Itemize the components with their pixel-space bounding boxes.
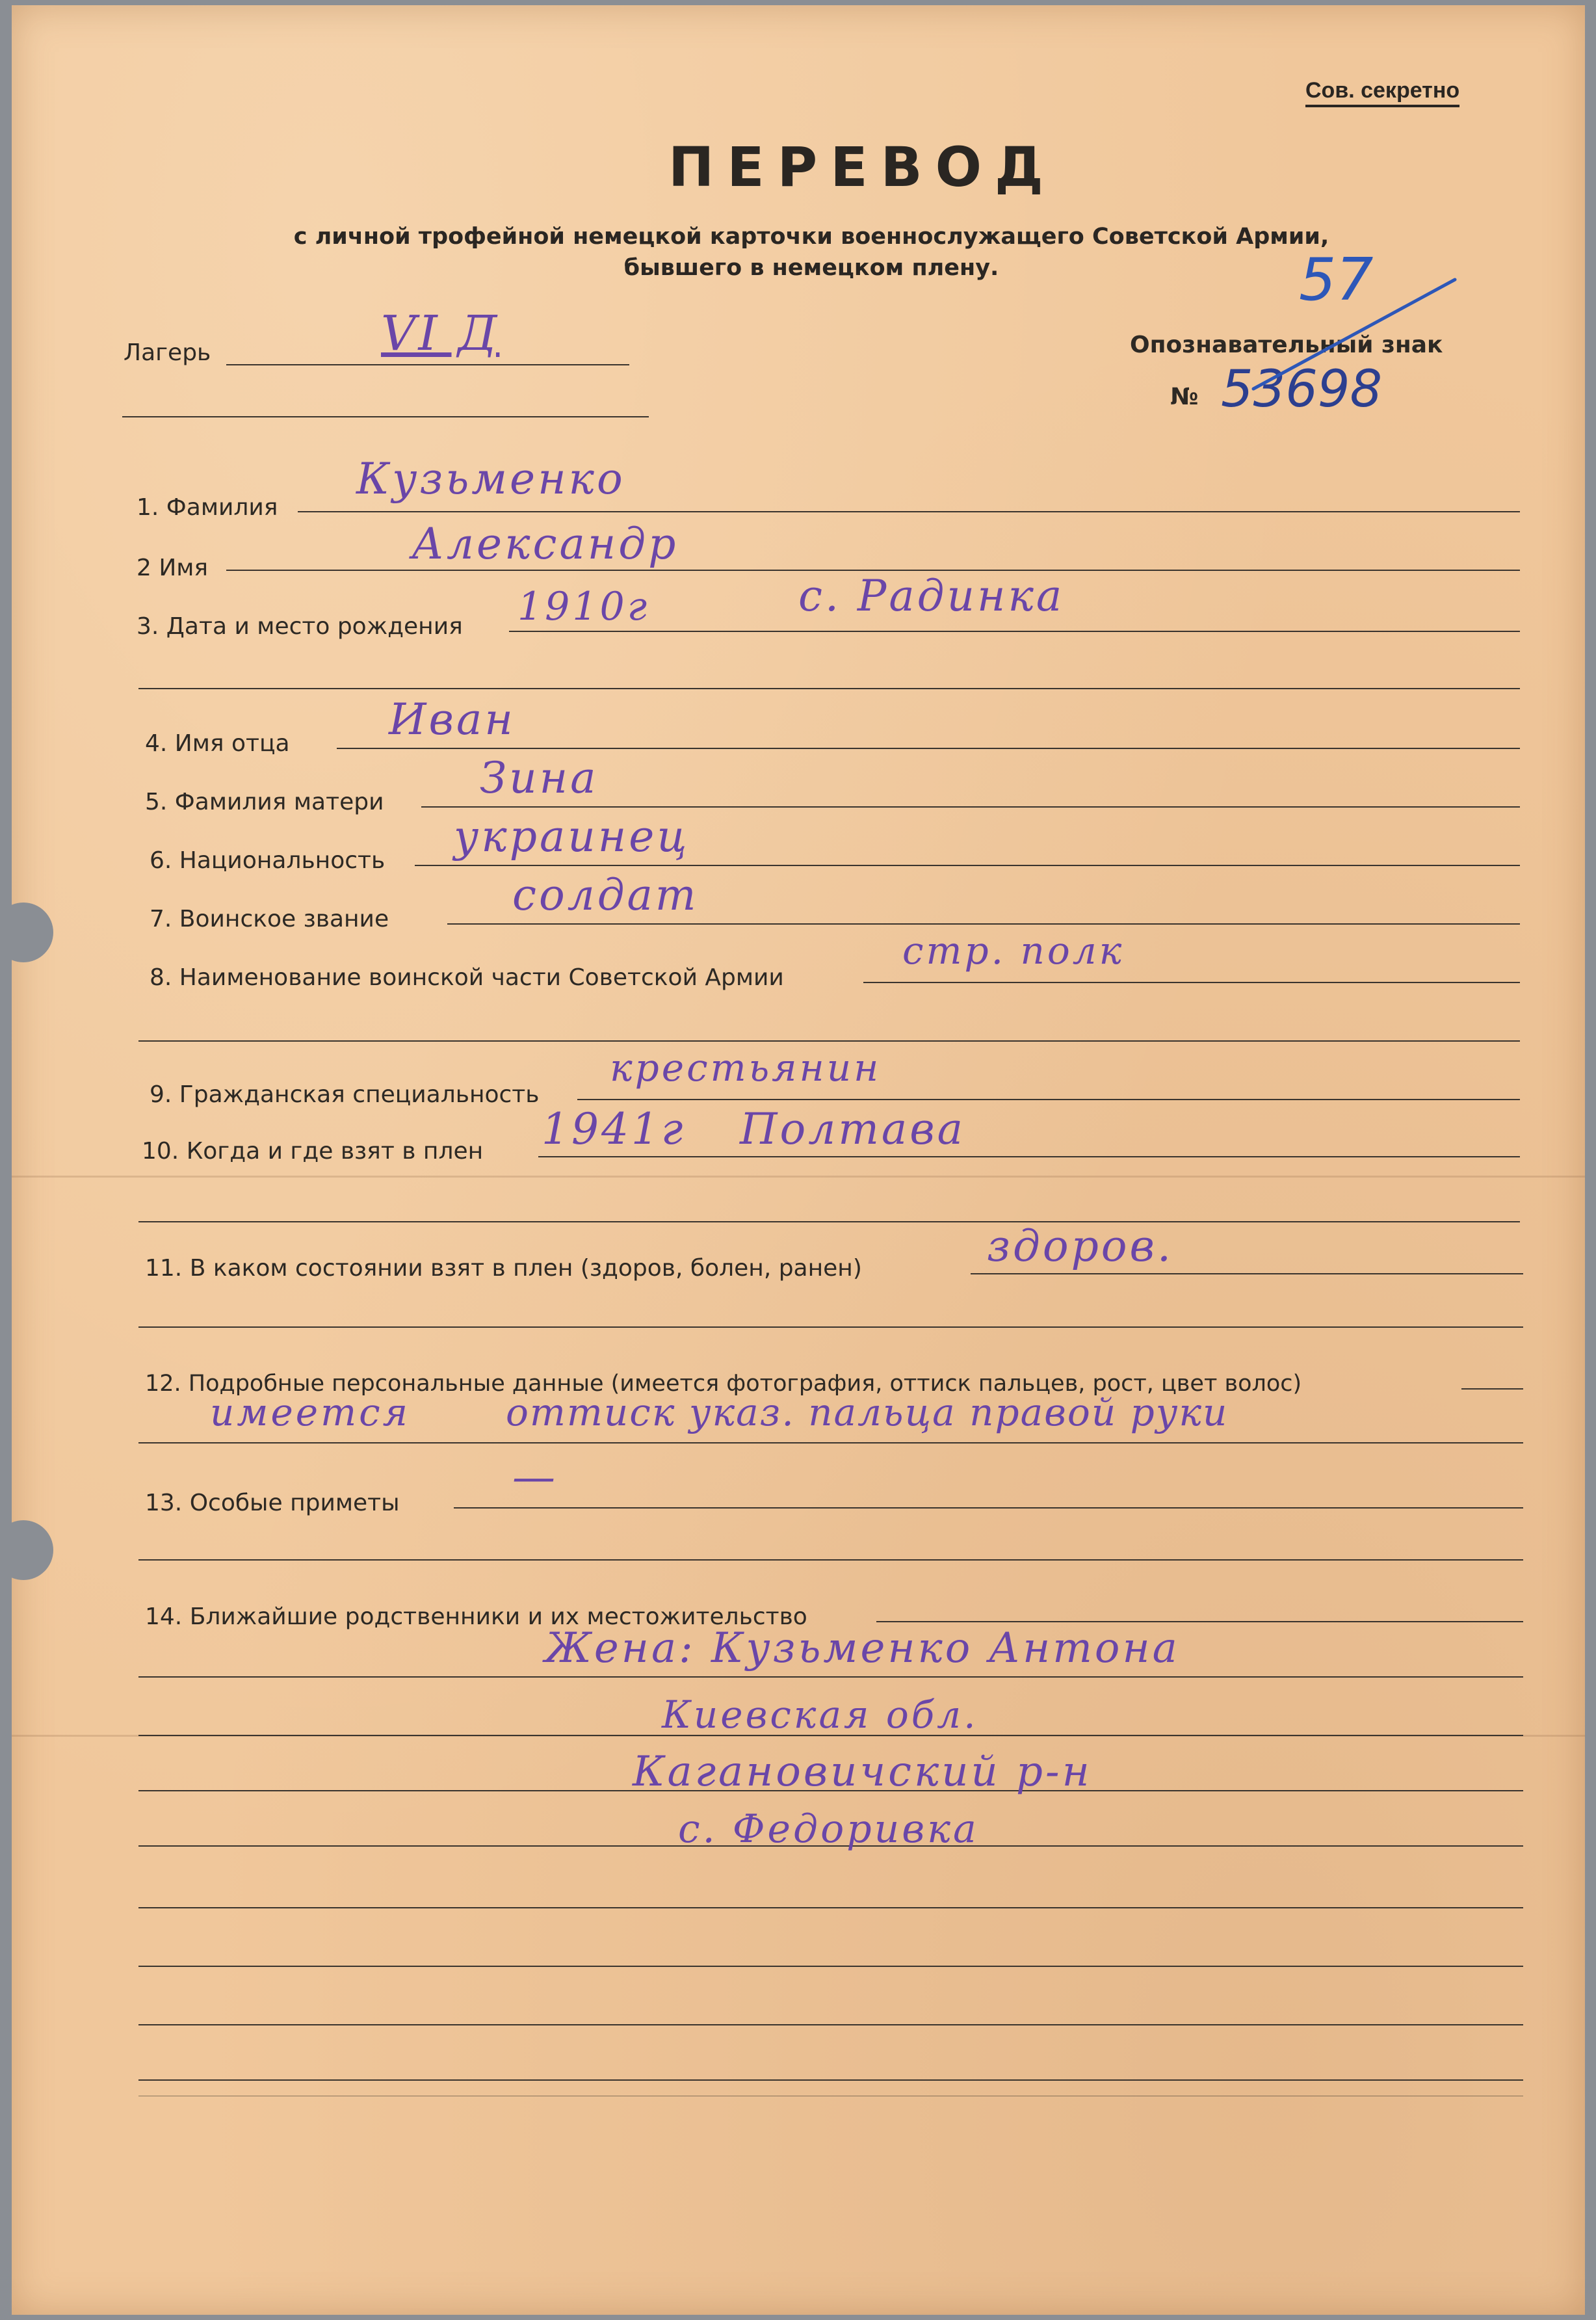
document-title: ПЕРЕВОД (668, 135, 1056, 199)
id-tag-label: Опознавательный знак (1130, 332, 1443, 358)
field-12-rule-2 (138, 1442, 1523, 1443)
subtitle-line-2: бывшего в немецком плену. (623, 255, 999, 281)
field-12-rule (1461, 1388, 1523, 1390)
camp-label: Лагерь (124, 339, 211, 366)
field-14-rule (876, 1621, 1523, 1622)
relative-line-1: Жена: Кузьменко Антона (545, 1624, 1180, 1672)
secrecy-stamp: Сов. секретно (1305, 78, 1459, 107)
punch-hole (0, 1520, 53, 1580)
field-1-label: 1. Фамилия (137, 494, 278, 521)
field-6-value: украинец (454, 811, 690, 862)
field-14-rule-line (138, 1907, 1523, 1908)
document-sheet (12, 5, 1585, 2315)
field-4-value: Иван (389, 694, 516, 745)
field-9-label: 9. Гражданская специальность (150, 1081, 540, 1108)
field-1-rule (298, 511, 1520, 512)
field-10-place: Полтава (740, 1104, 966, 1154)
field-14-label: 14. Ближайшие родственники и их местожительство (145, 1603, 807, 1630)
field-12-label: 12. Подробные персональные данные (имеется фотография, оттиск пальцев, рост, цвет волос) (145, 1371, 1302, 1397)
camp-value: VI Д (381, 306, 500, 362)
field-2-value: Александр (412, 519, 679, 569)
field-12-value-b: оттиск указ. пальца правой руки (506, 1390, 1229, 1434)
field-5-label: 5. Фамилия матери (145, 789, 384, 815)
field-14-rule-line (138, 2024, 1523, 2025)
camp-rule (226, 364, 629, 365)
field-10-rule-2 (138, 1221, 1520, 1222)
field-11-value: здоров. (987, 1221, 1173, 1271)
field-3-place: с. Радинка (798, 571, 1065, 621)
fold-line (12, 1176, 1585, 1178)
field-11-rule-2 (138, 1326, 1523, 1328)
field-10-year: 1941г (542, 1104, 686, 1154)
field-9-value: крестьянин (610, 1046, 882, 1090)
field-3-date: 1910г (517, 584, 650, 629)
field-13-value: — (512, 1452, 558, 1502)
field-7-label: 7. Воинское звание (150, 906, 389, 932)
id-number-label: № (1170, 384, 1199, 410)
field-11-label: 11. В каком состоянии взят в плен (здоров, болен, ранен) (145, 1255, 862, 1282)
field-5-value: Зина (480, 753, 599, 803)
camp-rule-2 (122, 416, 649, 417)
subtitle-line-1: с личной трофейной немецкой карточки военнослужащего Советской Армии, (293, 224, 1329, 250)
field-8-value: стр. полк (902, 929, 1125, 973)
field-8-label: 8. Наименование воинской части Советской Армии (150, 964, 784, 991)
id-annotation: 57 (1299, 246, 1374, 314)
field-10-rule (538, 1156, 1520, 1157)
field-13-label: 13. Особые приметы (145, 1490, 400, 1516)
punch-hole (0, 903, 53, 962)
field-8-rule-2 (138, 1040, 1520, 1042)
field-3-label: 3. Дата и место рождения (137, 613, 463, 640)
field-9-rule (577, 1099, 1520, 1100)
field-5-rule (421, 806, 1520, 808)
relative-line-2: Киевская обл. (662, 1693, 978, 1737)
field-11-rule (971, 1273, 1523, 1274)
field-6-rule (415, 865, 1520, 866)
field-14-rule-line (138, 2079, 1523, 2081)
relative-line-4: с. Федоривка (678, 1806, 979, 1852)
field-3-rule-2 (138, 688, 1520, 689)
id-annotation-stroke (1247, 272, 1461, 395)
field-12-value-a: имеется (210, 1390, 410, 1434)
relative-line-3: Кагановичский р-н (633, 1748, 1092, 1796)
field-1-value: Кузьменко (356, 454, 625, 504)
field-10-label: 10. Когда и где взят в плен (142, 1138, 484, 1165)
id-number-value: 53698 (1221, 360, 1383, 419)
field-6-label: 6. Национальность (150, 847, 386, 874)
field-4-label: 4. Имя отца (145, 730, 290, 757)
field-7-rule (447, 923, 1520, 925)
field-13-rule (454, 1507, 1523, 1509)
field-8-rule (863, 982, 1520, 983)
field-7-value: солдат (512, 870, 699, 920)
field-3-rule (509, 631, 1520, 632)
field-2-label: 2 Имя (137, 555, 209, 581)
field-14-rule-line (138, 1966, 1523, 1967)
field-14-rule-line (138, 1676, 1523, 1678)
field-4-rule (337, 748, 1520, 749)
field-13-rule-2 (138, 1559, 1523, 1561)
document-subtitle (226, 221, 1396, 283)
